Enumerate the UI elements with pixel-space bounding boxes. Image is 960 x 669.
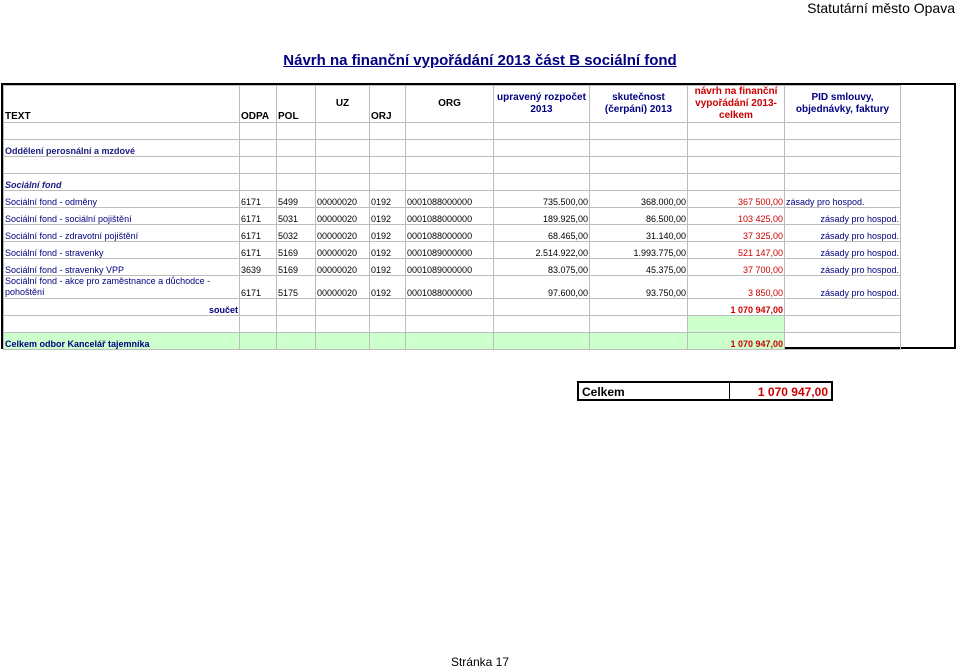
row-org: 0001088000000 bbox=[406, 191, 494, 208]
row-orj: 0192 bbox=[370, 208, 406, 225]
row-upraveny: 189.925,00 bbox=[494, 208, 590, 225]
header-upraveny: upravený rozpočet 2013 bbox=[494, 86, 590, 123]
row-org: 0001088000000 bbox=[406, 208, 494, 225]
row-pid: zásady pro hospod. bbox=[785, 225, 901, 242]
row-pol: 5169 bbox=[277, 259, 316, 276]
row-uz: 00000020 bbox=[316, 191, 370, 208]
row-skutecnost: 31.140,00 bbox=[590, 225, 688, 242]
row-pol: 5499 bbox=[277, 191, 316, 208]
header-org: ORG bbox=[406, 86, 494, 123]
row-pid: zásady pro hospod. bbox=[785, 259, 901, 276]
row-uz: 00000020 bbox=[316, 259, 370, 276]
row-uz: 00000020 bbox=[316, 208, 370, 225]
sum-value: 1 070 947,00 bbox=[688, 299, 785, 316]
row-upraveny: 2.514.922,00 bbox=[494, 242, 590, 259]
header-pol: POL bbox=[277, 86, 316, 123]
row-orj: 0192 bbox=[370, 225, 406, 242]
page-title: Návrh na finanční vypořádání 2013 část B sociální fond bbox=[283, 52, 677, 69]
row-org: 0001089000000 bbox=[406, 242, 494, 259]
page-number: Stránka 17 bbox=[450, 655, 510, 669]
row-pol: 5169 bbox=[277, 242, 316, 259]
row-orj: 0192 bbox=[370, 242, 406, 259]
header-odpa: ODPA bbox=[240, 86, 277, 123]
row-upraveny: 97.600,00 bbox=[494, 276, 590, 299]
row-text: Sociální fond - stravenky VPP bbox=[4, 259, 240, 276]
row-odpa: 6171 bbox=[240, 276, 277, 299]
row-odpa: 6171 bbox=[240, 242, 277, 259]
table-row bbox=[4, 242, 901, 259]
row-uz: 00000020 bbox=[316, 225, 370, 242]
row-navrh: 521 147,00 bbox=[688, 242, 785, 259]
row-navrh: 37 700,00 bbox=[688, 259, 785, 276]
row-pid: zásady pro hospod. bbox=[785, 242, 901, 259]
row-pid: zásady pro hospod. bbox=[785, 276, 901, 299]
row-org: 0001088000000 bbox=[406, 225, 494, 242]
row-pid: zásady pro hospod. bbox=[785, 208, 901, 225]
row-text: Sociální fond - zdravotní pojištění bbox=[4, 225, 240, 242]
table-row bbox=[4, 225, 901, 242]
row-odpa: 6171 bbox=[240, 225, 277, 242]
row-navrh: 37 325,00 bbox=[688, 225, 785, 242]
row-skutecnost: 93.750,00 bbox=[590, 276, 688, 299]
row-pid: zásady pro hospod. bbox=[785, 191, 901, 208]
table-row bbox=[4, 259, 901, 276]
row-pol: 5031 bbox=[277, 208, 316, 225]
section-label: Oddělení perosnální a mzdové bbox=[4, 140, 240, 157]
row-org: 0001089000000 bbox=[406, 259, 494, 276]
row-text: Sociální fond - sociální pojištění bbox=[4, 208, 240, 225]
row-navrh: 103 425,00 bbox=[688, 208, 785, 225]
row-navrh: 367 500,00 bbox=[688, 191, 785, 208]
section-row bbox=[4, 140, 901, 157]
row-text: Sociální fond - odměny bbox=[4, 191, 240, 208]
table-row bbox=[4, 191, 901, 208]
row-navrh: 3 850,00 bbox=[688, 276, 785, 299]
row-uz: 00000020 bbox=[316, 242, 370, 259]
table-row bbox=[4, 208, 901, 225]
row-pol: 5032 bbox=[277, 225, 316, 242]
row-upraveny: 83.075,00 bbox=[494, 259, 590, 276]
table-row bbox=[4, 276, 901, 299]
group-row bbox=[4, 174, 901, 191]
row-uz: 00000020 bbox=[316, 276, 370, 299]
settlement-table bbox=[3, 85, 901, 350]
department-total-value: 1 070 947,00 bbox=[688, 333, 785, 350]
grand-total-value: 1 070 947,00 bbox=[757, 385, 828, 399]
row-orj: 0192 bbox=[370, 259, 406, 276]
row-orj: 0192 bbox=[370, 276, 406, 299]
sum-label: součet bbox=[4, 299, 240, 316]
organization-name: Statutární město Opava bbox=[807, 0, 955, 16]
row-upraveny: 735.500,00 bbox=[494, 191, 590, 208]
row-orj: 0192 bbox=[370, 191, 406, 208]
sum-row bbox=[4, 299, 901, 316]
row-skutecnost: 1.993.775,00 bbox=[590, 242, 688, 259]
grand-total-label: Celkem bbox=[582, 385, 625, 399]
row-odpa: 6171 bbox=[240, 208, 277, 225]
row-text: Sociální fond - stravenky bbox=[4, 242, 240, 259]
header-row bbox=[4, 86, 901, 123]
row-skutecnost: 45.375,00 bbox=[590, 259, 688, 276]
group-label: Sociální fond bbox=[4, 174, 240, 191]
header-navrh: návrh na finanční vypořádání 2013-celkem bbox=[688, 86, 785, 123]
header-uz: UZ bbox=[316, 86, 370, 123]
row-text: Sociální fond - akce pro zaměstnance a důchodce - pohoštění bbox=[4, 276, 240, 299]
grand-total-divider bbox=[729, 383, 730, 399]
row-odpa: 6171 bbox=[240, 191, 277, 208]
row-skutecnost: 86.500,00 bbox=[590, 208, 688, 225]
header-text: TEXT bbox=[4, 86, 240, 123]
department-total-row bbox=[4, 333, 901, 350]
row-upraveny: 68.465,00 bbox=[494, 225, 590, 242]
department-total-label: Celkem odbor Kancelář tajemníka bbox=[4, 333, 240, 350]
grand-total-box bbox=[577, 381, 833, 401]
header-skutecnost: skutečnost (čerpání) 2013 bbox=[590, 86, 688, 123]
header-orj: ORJ bbox=[370, 86, 406, 123]
row-org: 0001088000000 bbox=[406, 276, 494, 299]
row-pol: 5175 bbox=[277, 276, 316, 299]
row-skutecnost: 368.000,00 bbox=[590, 191, 688, 208]
header-pid: PID smlouvy, objednávky, faktury bbox=[785, 86, 901, 123]
row-odpa: 3639 bbox=[240, 259, 277, 276]
